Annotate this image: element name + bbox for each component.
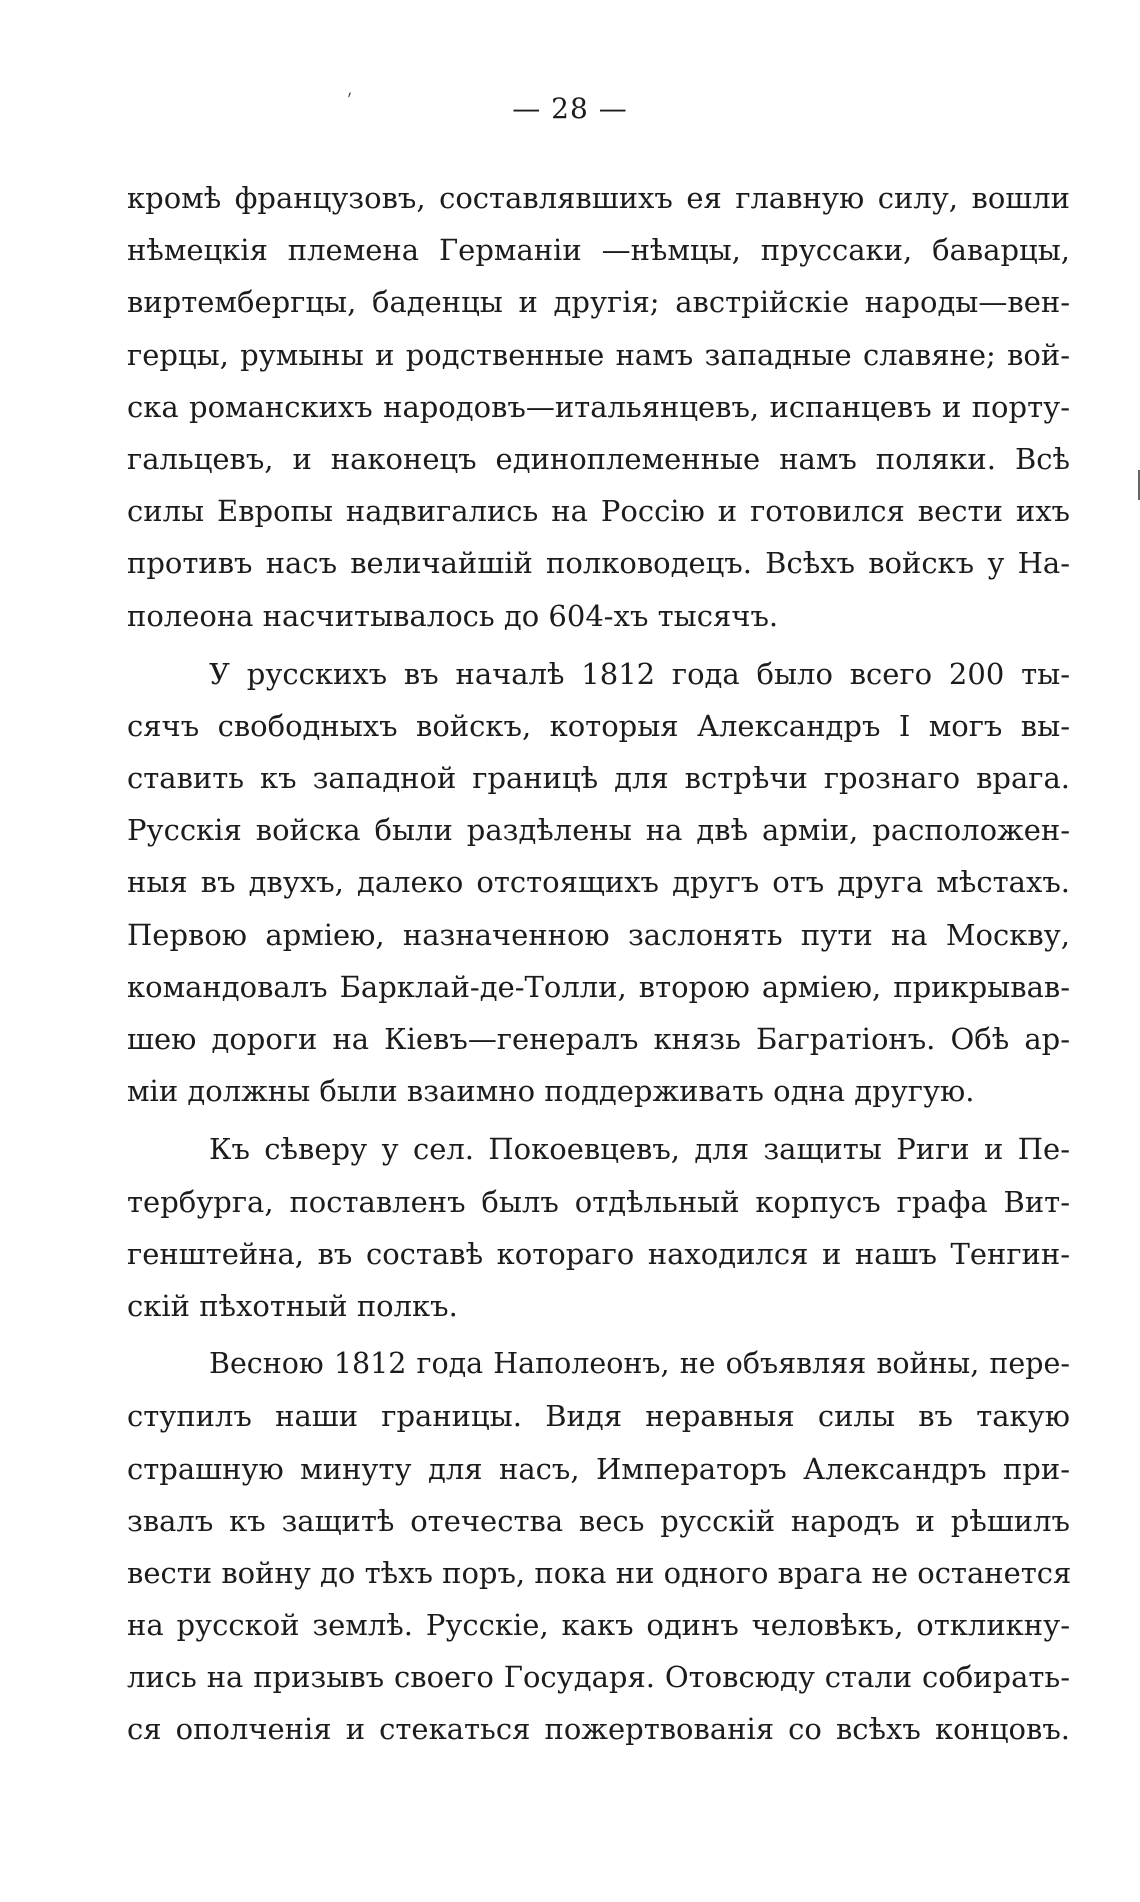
text-line: Русскія войска были раздѣлены на двѣ арміи, расположен- bbox=[127, 813, 1070, 848]
text-line: міи должны были взаимно поддерживать одна другую. bbox=[127, 1074, 975, 1109]
text-line: ска романскихъ народовъ—итальянцевъ, испанцевъ и порту- bbox=[127, 389, 1070, 424]
print-mark: ˊ bbox=[342, 89, 360, 115]
text-line: скій пѣхотный полкъ. bbox=[127, 1288, 458, 1323]
text-line: нѣмецкія племена Германіи —нѣмцы, пруссаки, баварцы, bbox=[127, 233, 1070, 268]
text-line: сячъ свободныхъ войскъ, которыя Александръ I могъ вы- bbox=[127, 708, 1070, 743]
paragraph bbox=[127, 1123, 1070, 1332]
text-line: командовалъ Барклай-де-Толли, второю арміею, прикрывав- bbox=[127, 969, 1070, 1004]
text-line: полеона насчитывалось до 604-хъ тысячъ. bbox=[127, 598, 779, 633]
page-number: — 28 — bbox=[512, 92, 628, 125]
text-line: кромѣ французовъ, составлявшихъ ея главную силу, вошли bbox=[127, 181, 1070, 215]
text-line: ся ополченія и стекаться пожертвованія со всѣхъ концовъ. bbox=[127, 1712, 1070, 1747]
text-line: герцы, румыны и родственные намъ западные славяне; вой- bbox=[127, 337, 1070, 372]
text-line: Весною 1812 года Наполеонъ, не объявляя войны, пере- bbox=[209, 1347, 1070, 1381]
text-line: У русскихъ въ началѣ 1812 года было всего 200 ты- bbox=[209, 656, 1070, 691]
text-line: противъ насъ величайшій полководецъ. Всѣхъ войскъ у На- bbox=[127, 546, 1070, 581]
text-line: силы Европы надвигались на Россію и готовился вести ихъ bbox=[127, 494, 1070, 529]
text-line: лись на призывъ своего Государя. Отовсюду стали собирать- bbox=[127, 1660, 1070, 1695]
paragraph bbox=[127, 1338, 1070, 1756]
text-line: страшную минуту для насъ, Императоръ Александръ при- bbox=[127, 1451, 1070, 1486]
paragraph bbox=[127, 172, 1070, 642]
text-line: тербурга, поставленъ былъ отдѣльный корпусъ графа Вит- bbox=[127, 1184, 1070, 1219]
text-line: шею дороги на Кіевъ—генералъ князь Багратіонъ. Обѣ ар- bbox=[127, 1022, 1070, 1056]
body-text bbox=[127, 172, 1070, 1756]
text-line: Къ сѣверу у сел. Покоевцевъ, для защиты Риги и Пе- bbox=[209, 1132, 1070, 1167]
text-line: ныя въ двухъ, далеко отстоящихъ другъ отъ друга мѣстахъ. bbox=[127, 865, 1070, 900]
text-line: ставить къ западной границѣ для встрѣчи грознаго врага. bbox=[127, 761, 1070, 796]
text-line: гальцевъ, и наконецъ единоплеменные намъ поляки. Всѣ bbox=[127, 441, 1070, 476]
paragraph bbox=[127, 648, 1070, 1118]
text-line: ступилъ наши границы. Видя неравныя силы въ такую bbox=[127, 1399, 1070, 1434]
text-line: на русской землѣ. Русскіе, какъ одинъ человѣкъ, откликну- bbox=[127, 1608, 1070, 1643]
text-line: звалъ къ защитѣ отечества весь русскій народъ и рѣшилъ bbox=[127, 1503, 1070, 1538]
text-line: Первою арміею, назначенною заслонять пути на Москву, bbox=[127, 917, 1070, 952]
text-line: виртембергцы, баденцы и другія; австрійскіе народы—вен- bbox=[127, 285, 1070, 320]
text-line: вести войну до тѣхъ поръ, пока ни одного врага не останется bbox=[127, 1555, 1072, 1590]
text-line: генштейна, въ составѣ котораго находился и нашъ Тенгин- bbox=[127, 1236, 1070, 1271]
